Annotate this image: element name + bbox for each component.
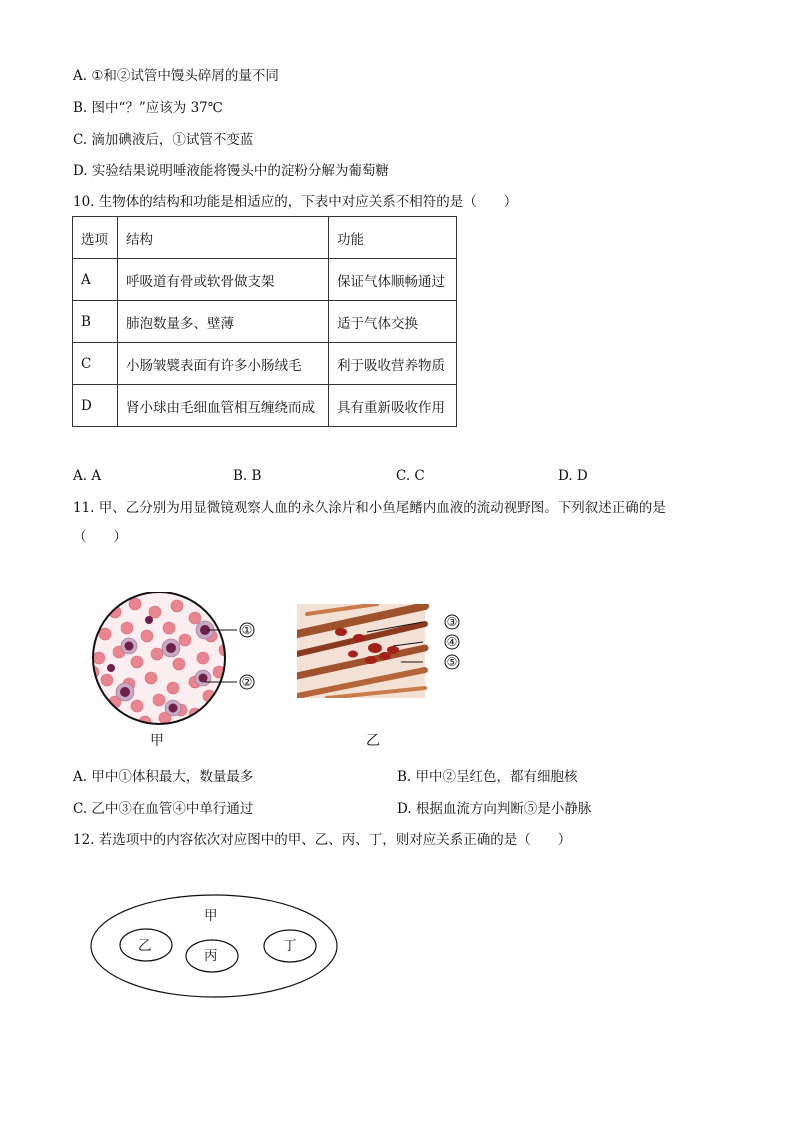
venn-label-ding: 丁 — [283, 938, 297, 954]
table-header-structure: 结构 — [118, 217, 329, 259]
q9-option-a: A. ①和②试管中馒头碎屑的量不同 — [73, 68, 279, 84]
q11-option-b: B. 甲中②呈红色，都有细胞核 — [397, 769, 578, 785]
table-cell: 保证气体顺畅通过 — [329, 259, 457, 301]
venn-label-jia: 甲 — [204, 908, 218, 924]
q12-stem: 12. 若选项中的内容依次对应图中的甲、乙、丙、丁，则对应关系正确的是（ ） — [73, 832, 572, 848]
table-cell: B — [73, 301, 118, 343]
q10-option-b: B. B — [233, 468, 262, 484]
table-cell: 肾小球由毛细血管相互缠绕而成 — [118, 385, 329, 427]
table-row — [73, 301, 457, 343]
table-row — [73, 385, 457, 427]
table-cell: 呼吸道有骨或软骨做支架 — [118, 259, 329, 301]
q11-stem-line2: （ ） — [73, 529, 127, 545]
q10-stem: 10. 生物体的结构和功能是相适应的，下表中对应关系不相符的是（ ） — [73, 194, 518, 210]
q11-option-a: A. 甲中①体积最大，数量最多 — [73, 769, 254, 785]
figure-caption-yi: 乙 — [366, 733, 380, 749]
callout-4: ④ — [446, 635, 458, 649]
callout-1: ① — [241, 623, 253, 637]
callout-3: ③ — [446, 615, 458, 629]
table-cell: 具有重新吸收作用 — [329, 385, 457, 427]
q11-option-d: D. 根据血流方向判断⑤是小静脉 — [397, 801, 592, 817]
table-cell: A — [73, 259, 118, 301]
q10-option-a: A. A — [73, 468, 102, 484]
q10-option-d: D. D — [558, 468, 588, 484]
figure-caption-jia: 甲 — [150, 733, 164, 749]
table-row — [73, 343, 457, 385]
table-header-row — [73, 217, 457, 259]
q11-option-c: C. 乙中③在血管④中单行通过 — [73, 801, 254, 817]
table-cell: 适于气体交换 — [329, 301, 457, 343]
tail-fin-bloodflow-figure — [297, 604, 467, 698]
q11-stem-line1: 11. 甲、乙分别为用显微镜观察人血的永久涂片和小鱼尾鳍内血液的流动视野图。下列叙述正确的是 — [73, 500, 666, 516]
table-row — [73, 259, 457, 301]
table-cell: 小肠皱襞表面有许多小肠绒毛 — [118, 343, 329, 385]
q10-table — [72, 216, 457, 427]
callout-2: ② — [241, 675, 253, 689]
table-cell: 肺泡数量多、壁薄 — [118, 301, 329, 343]
q9-option-d: D. 实验结果说明唾液能将馒头中的淀粉分解为葡萄糖 — [73, 163, 389, 179]
venn-label-yi: 乙 — [138, 938, 152, 954]
callout-5: ⑤ — [446, 655, 458, 669]
table-header-option: 选项 — [73, 217, 118, 259]
table-header-function: 功能 — [329, 217, 457, 259]
table-cell: C — [73, 343, 118, 385]
blood-smear-figure — [85, 592, 275, 732]
q10-option-c: C. C — [396, 468, 425, 484]
table-cell: 利于吸收营养物质 — [329, 343, 457, 385]
venn-label-bing: 丙 — [204, 948, 218, 964]
table-cell: D — [73, 385, 118, 427]
q9-option-b: B. 图中“？”应该为 37℃ — [73, 100, 223, 116]
q9-option-c: C. 滴加碘液后，①试管不变蓝 — [73, 132, 254, 148]
